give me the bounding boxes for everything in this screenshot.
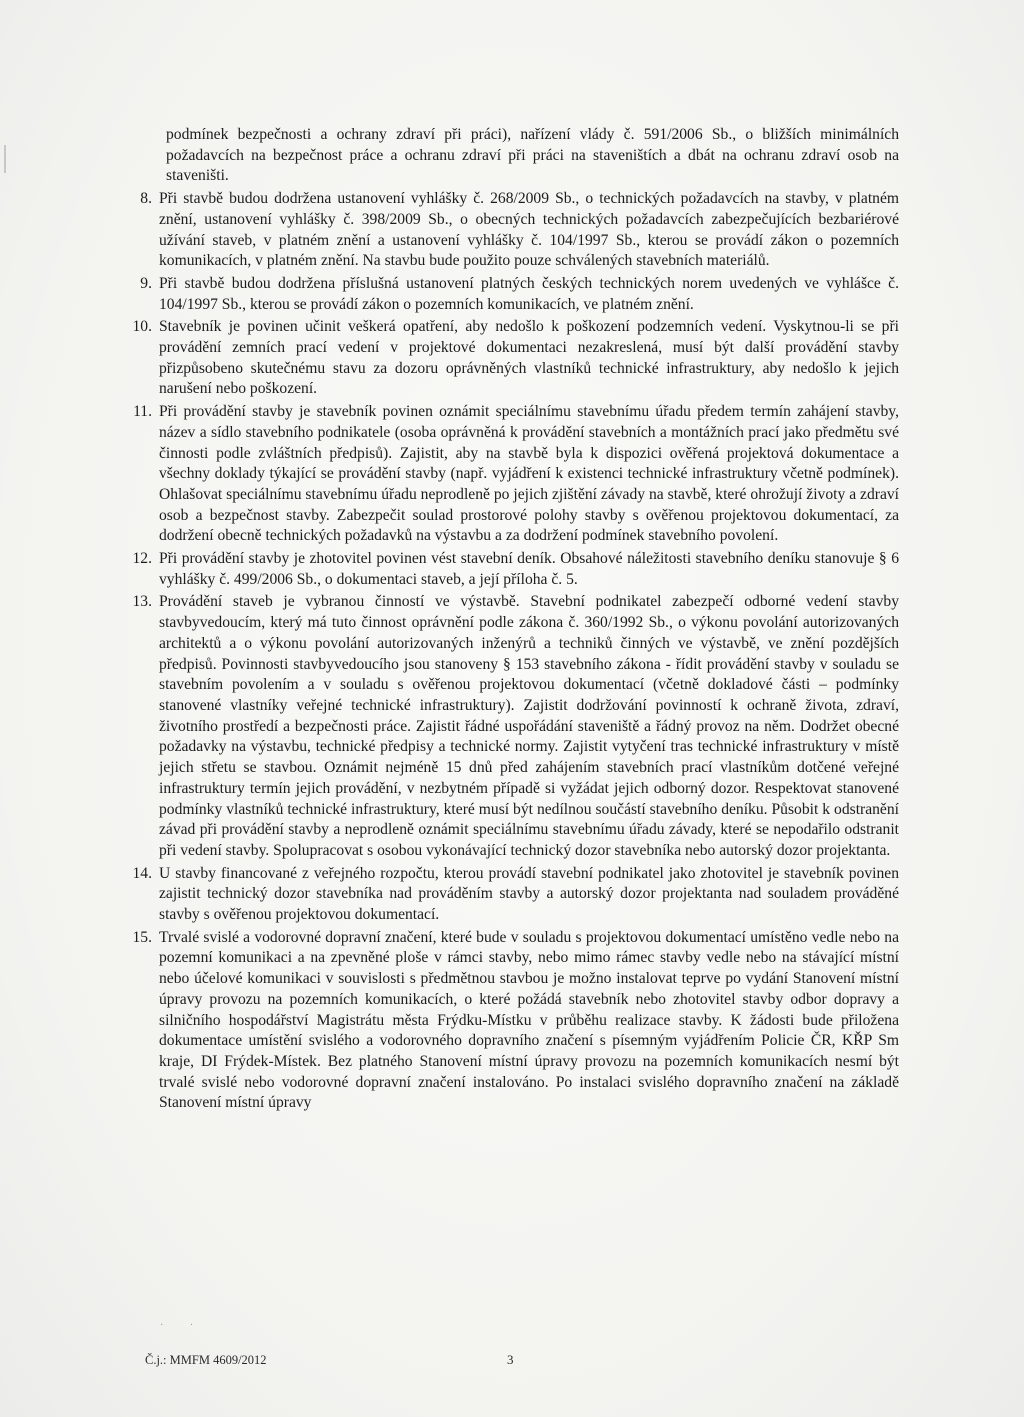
item-text: Provádění staveb je vybranou činností ve výstavbě. Stavební podnikatel zabezpečí odborné vedení stavby stavbyvedoucím, který má tuto činnost oprávnění podle zákona č. 360/1992 Sb., o výkonu povolání autorizovaných architektů a o výkonu povolání autorizovaných inženýrů a techniků činných ve výstavbě, ve znění pozdějších předpisů. Povinnosti stavbyvedoucího jsou stanoveny § 153 stavebního zákona - řídit provádění stavby v souladu se stavebním povolením a v souladu s ověřenou projektovou dokumentací (včetně dokladové části – podmínky stanovené vlastníky veřejné technické infrastruktury). Zajistit dodržování povinností k ochraně života, zdraví, životního prostředí a bezpečnosti práce. Zajistit řádné uspořádání staveniště a řádný provoz na něm. Dodržet obecné požadavky na výstavbu, technické předpisy a technické normy. Zajistit vytyčení tras technické infrastruktury v místě jejich střetu se stavbou. Oznámit nejméně 15 dnů před zahájením stavebních prací vlastníkům dotčené veřejné infrastruktury termín jejich provádění, v nezbytném případě si vyžádat jejich odborný dozor. Respektovat stanovené podmínky vlastníků technické infrastruktury, které musí být nedílnou součástí stavebního deníku. Působit k odstranění závad při provádění stavby a neprodleně oznámit speciálnímu stavebnímu úřadu závady, které se nepodařilo odstranit při vedení stavby. Spolupracovat s osobou vykonávající technický dozor stavebníka nebo autorský dozor projektanta. xyxy=(159,593,899,859)
item-number: 8. xyxy=(140,190,152,208)
item-text: Stavebník je povinen učinit veškerá opatření, aby nedošlo k poškození podzemních vedení. Vyskytnou-li se při provádění zemních prací vedení v projektové dokumentaci nezakreslená, musí být další provádění stavby přizpůsobeno skutečnému stavu za dozoru oprávněných vlastníků technické infrastruktury, aby nedošlo k jejich narušení nebo poškození. xyxy=(159,318,899,398)
item-text: Při stavbě budou dodržena ustanovení vyhlášky č. 268/2009 Sb., o technických požadavcích na stavby, v platném znění, ustanovení vyhlášky č. 398/2009 Sb., o obecných technických požadavcích zabezpečujících bezbariérové užívání staveb, v platném znění a ustanovení vyhlášky č. 104/1997 Sb., kterou se provádí zákon o pozemních komunikacích, v platném znění. Na stavbu bude použito pouze schválených stavebních materiálů. xyxy=(159,190,899,270)
list-item xyxy=(119,549,899,590)
item-number: 9. xyxy=(140,274,152,292)
scan-speck-marks: · · xyxy=(160,1320,206,1331)
item-number: 12. xyxy=(132,550,152,568)
list-item xyxy=(119,592,899,861)
intro-paragraph: podmínek bezpečnosti a ochrany zdraví při práci), nařízení vlády č. 591/2006 Sb., o bližších minimálních požadavcích na bezpečnost práce a ochranu zdraví při práci na staveništích a dbát na ochranu zdraví osob na staveništi. xyxy=(166,126,899,185)
item-number: 10. xyxy=(132,318,152,336)
item-text: U stavby financované z veřejného rozpočtu, kterou provádí stavební podnikatel jako zhotovitel je stavebník povinen zajistit technický dozor stavebníka nad prováděním stavby a autorský dozor projektanta nad souladem prováděné stavby s ověřenou projektovou dokumentací. xyxy=(159,864,899,924)
item-text: Trvalé svislé a vodorovné dopravní značení, které bude v souladu s projektovou dokumentací umístěno vedle nebo na pozemní komunikaci a na zpevněné ploše v rámci stavby, nebo mimo rámec stavby vedle nebo na stávající místní nebo účelové komunikaci v souvislosti s předmětnou stavbou je možno instalovat teprve po vydání Stanovení místní úpravy provozu na pozemních komunikacích, o které požádá stavebník nebo zhotovitel stavby odbor dopravy a silničního hospodářství Magistrátu města Frýdku-Místku v průběhu realizace stavby. K žádosti bude přiložena dokumentace umístění svislého a vodorovného dopravního značení s písemným vyjádřením Policie ČR, KŘP Sm kraje, DI Frýdek-Místek. Bez platného Stanovení místní úpravy provozu na pozemních komunikacích nesmí být trvalé svislé nebo vodorovné dopravní značení instalováno. Po instalaci svislého dopravního značení na základě Stanovení místní úpravy xyxy=(159,928,899,1112)
item-number: 11. xyxy=(133,403,152,421)
item-number: 15. xyxy=(132,928,152,946)
footer-reference: Č.j.: MMFM 4609/2012 xyxy=(145,1353,267,1367)
list-item xyxy=(119,274,899,315)
item-text: Při provádění stavby je zhotovitel povinen vést stavební deník. Obsahové náležitosti stavebního deníku stanovuje § 6 vyhlášky č. 499/2006 Sb., o dokumentaci staveb, a její příloha č. 5. xyxy=(159,550,899,588)
list-item xyxy=(119,928,899,1114)
page-number: 3 xyxy=(507,1352,514,1367)
scan-edge-mark xyxy=(4,145,6,173)
list-item xyxy=(119,189,899,272)
list-item xyxy=(119,864,899,926)
item-text: Při stavbě budou dodržena příslušná ustanovení platných českých technických norem uvedených ve vyhlášce č. 104/1997 Sb., kterou se provádí zákon o pozemních komunikacích, ve platném znění. xyxy=(159,274,899,313)
item-number: 14. xyxy=(132,864,152,882)
item-number: 13. xyxy=(132,593,152,611)
item-text: Při provádění stavby je stavebník povinen oznámit speciálnímu stavebnímu úřadu předem termín zahájení stavby, název a sídlo stavebního podnikatele (osoba oprávněná k provádění stavebních a montážních prací jako předmětu své činnosti podle zvláštních předpisů). Zajistit, aby na stavbě byla k dispozici ověřená projektová dokumentace a všechny doklady týkající se provádění stavby (např. vyjádření k existenci technické infrastruktury včetně podmínek). Ohlašovat speciálnímu stavebnímu úřadu neprodleně po jejich zjištění závady na stavbě, které ohrožují životy a zdraví osob a bezpečnost stavby. Zabezpečit soulad prostorové polohy stavby s ověřenou projektovou dokumentací, za dodržení obecně technických požadavků na výstavbu a za dodržení podmínek stavebního povolení. xyxy=(159,403,899,545)
document-body xyxy=(119,125,899,1116)
list-item xyxy=(119,402,899,547)
list-item xyxy=(119,317,899,400)
